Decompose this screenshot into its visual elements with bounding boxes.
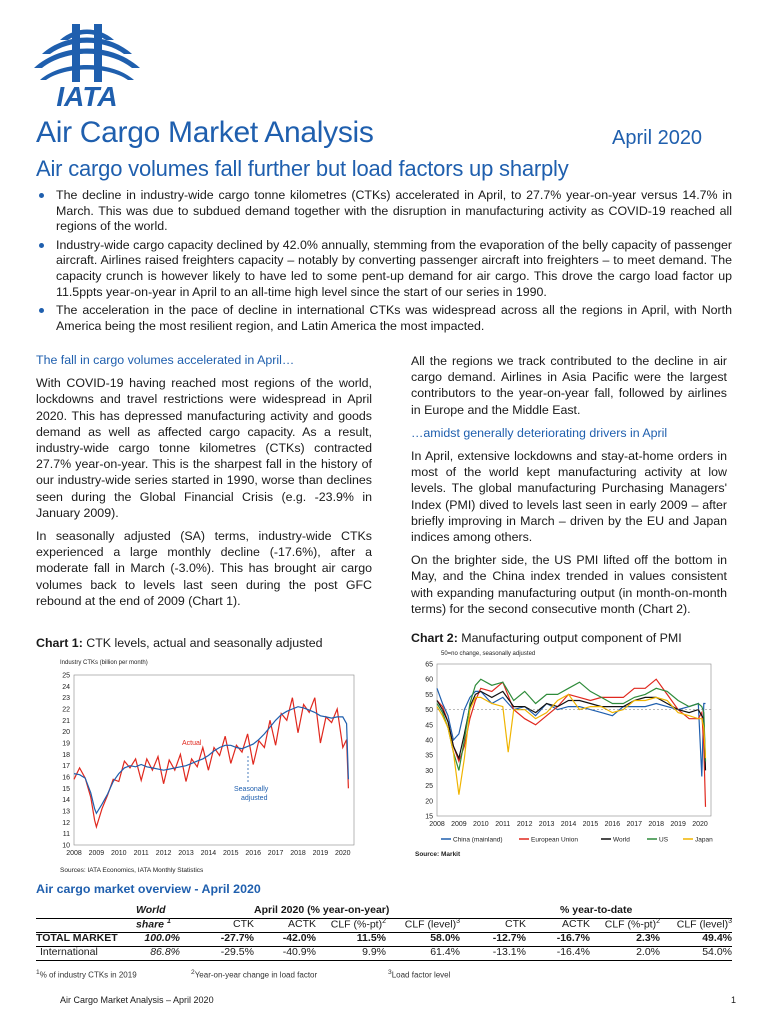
y-tick-label: 15 bbox=[425, 813, 433, 821]
section-heading: …amidst generally deteriorating drivers in April bbox=[411, 425, 668, 440]
summary-bullet: The acceleration in the pace of decline in international CTKs was widespread across all the regions in April, with North America being the most resilient region, and Latin America the most impacted. bbox=[36, 303, 732, 334]
y-tick-label: 16 bbox=[62, 774, 70, 782]
col-clf-pt: CLF $(\%-pt)^2$ bbox=[330, 918, 386, 931]
chart1-source: Sources: IATA Economics, IATA Monthly Statistics bbox=[60, 867, 204, 874]
cell: 2.3% bbox=[636, 932, 660, 944]
chart1-title bbox=[36, 636, 323, 650]
footnote: $^3$Load factor level bbox=[388, 969, 451, 980]
cell: 58.0% bbox=[430, 932, 460, 944]
legend-label: Japan bbox=[695, 836, 713, 844]
y-tick-label: 10 bbox=[62, 842, 70, 850]
table-header-row bbox=[36, 904, 732, 918]
x-tick-label: 2014 bbox=[200, 850, 217, 857]
iata-logo bbox=[32, 22, 142, 108]
footer-text: Air Cargo Market Analysis – April 2020 bbox=[60, 995, 214, 1005]
chart2-label: Chart 2: bbox=[411, 631, 458, 645]
x-tick-label: 2012 bbox=[155, 850, 172, 857]
y-tick-label: 14 bbox=[62, 797, 70, 805]
col-clf-level-ytd: CLF (level)$^3$ bbox=[676, 918, 732, 931]
legend-label: China (mainland) bbox=[453, 836, 503, 844]
page-number: 1 bbox=[731, 995, 737, 1005]
cell: -12.7% bbox=[492, 932, 526, 944]
x-tick-label: 2017 bbox=[626, 821, 643, 828]
logo-text: IATA bbox=[56, 81, 118, 108]
y-tick-label: 25 bbox=[425, 783, 433, 791]
footnote: $^1$% of industry CTKs in 2019 bbox=[36, 969, 137, 980]
chart1-label: Chart 1: bbox=[36, 636, 83, 650]
cell: 61.4% bbox=[430, 946, 460, 958]
page-subtitle: Air cargo volumes fall further but load factors up sharply bbox=[36, 156, 569, 181]
y-tick-label: 25 bbox=[62, 672, 70, 680]
y-tick-label: 20 bbox=[425, 798, 433, 806]
legend-label: European Union bbox=[531, 836, 578, 844]
row-label: TOTAL MARKET bbox=[36, 932, 118, 944]
y-tick-label: 50 bbox=[425, 707, 433, 715]
cell: 54.0% bbox=[702, 946, 732, 958]
x-tick-label: 2013 bbox=[178, 850, 194, 857]
cell: 9.9% bbox=[362, 946, 386, 958]
y-tick-label: 45 bbox=[425, 722, 433, 730]
legend-label: World bbox=[613, 836, 630, 844]
col-clf-level: CLF (level)$^3$ bbox=[404, 918, 460, 931]
paragraph: On the brighter side, the US PMI lifted off the bottom in May, and the China index trended in values consistent with expanding manufacturing output (in month-on-month terms) for the second consecutive month (Chart 2). bbox=[411, 553, 727, 616]
chart1-title-text: CTK levels, actual and seasonally adjusted bbox=[86, 636, 323, 650]
chart1 bbox=[36, 654, 366, 880]
x-tick-label: 2012 bbox=[516, 821, 533, 828]
y-tick-label: 13 bbox=[62, 808, 70, 816]
x-tick-label: 2018 bbox=[648, 821, 664, 828]
x-tick-label: 2013 bbox=[538, 821, 555, 828]
y-tick-label: 23 bbox=[62, 695, 70, 703]
cell: -13.1% bbox=[492, 946, 526, 958]
y-tick-label: 21 bbox=[62, 717, 70, 725]
y-tick-label: 40 bbox=[425, 737, 433, 745]
y-tick-label: 22 bbox=[62, 706, 70, 714]
col-clf-pt-ytd: CLF $(\%-pt)^2$ bbox=[604, 918, 660, 931]
header-share: share $^1$ bbox=[136, 918, 171, 931]
legend-label: US bbox=[659, 836, 669, 844]
row-label: International bbox=[40, 946, 98, 958]
x-tick-label: 2014 bbox=[560, 821, 577, 828]
section-heading: The fall in cargo volumes accelerated in April… bbox=[36, 353, 295, 367]
y-tick-label: 65 bbox=[425, 661, 433, 669]
y-tick-label: 20 bbox=[62, 729, 70, 737]
y-tick-label: 11 bbox=[62, 831, 70, 839]
x-tick-label: 2019 bbox=[312, 850, 329, 857]
series-line-3 bbox=[437, 691, 706, 770]
plot-frame bbox=[74, 675, 354, 845]
y-tick-label: 55 bbox=[425, 691, 433, 699]
x-tick-label: 2017 bbox=[267, 850, 284, 857]
cell: -29.5% bbox=[220, 946, 254, 958]
header-world: World bbox=[136, 904, 166, 916]
cell: -40.9% bbox=[282, 946, 316, 958]
report-date: April 2020 bbox=[612, 127, 703, 149]
globe-icon bbox=[32, 22, 142, 108]
right-column bbox=[411, 353, 727, 624]
cell: -27.7% bbox=[220, 932, 254, 944]
y-tick-label: 12 bbox=[62, 819, 70, 827]
x-tick-label: 2008 bbox=[429, 821, 445, 828]
x-tick-label: 2020 bbox=[692, 821, 708, 828]
summary-bullet: Industry-wide cargo capacity declined by 42.0% annually, stemming from the evaporation of the belly capacity of passenger aircraft. Airlines raised freighters capacity – notably by converting passenger aircraft into freighters – to meet demand. The capacity crunch is however likely to have led to some pent-up demand for air cargo. This drove the cargo load factor up 11.5ppts year-on-year in April to an all-time high level since the start of our series in 1990. bbox=[36, 238, 732, 300]
cell: -16.4% bbox=[556, 946, 590, 958]
table-row bbox=[36, 932, 732, 946]
x-tick-label: 2011 bbox=[133, 850, 149, 857]
paragraph: In seasonally adjusted (SA) terms, industry-wide CTKs experienced a large monthly decline (-17.6%), after a moderate fall in March (-3.0%). This has brought air cargo volumes back to levels last seen during the post GFC rebound at the end of 2009 (Chart 1). bbox=[36, 529, 372, 608]
x-tick-label: 2011 bbox=[495, 821, 511, 828]
row-share: 86.8% bbox=[150, 946, 180, 958]
annotation-actual: Actual bbox=[182, 740, 202, 747]
chart2-title-text: Manufacturing output component of PMI bbox=[461, 631, 682, 645]
paragraph: All the regions we track contributed to the decline in air cargo demand. Airlines in Asia Pacific were the largest contributors to the year-on-year fall, followed by airlines in Europe and the Middle East. bbox=[411, 354, 727, 417]
y-tick-label: 30 bbox=[425, 767, 433, 775]
market-overview-table bbox=[36, 904, 732, 960]
x-tick-label: 2009 bbox=[88, 850, 105, 857]
row-share: 100.0% bbox=[144, 932, 180, 944]
col-ctk-ytd: CTK bbox=[505, 918, 526, 930]
y-axis-label: 50=no change, seasonally adjusted bbox=[441, 651, 536, 657]
y-axis-label: Industry CTKs (billion per month) bbox=[60, 660, 148, 666]
paragraph: With COVID-19 having reached most regions of the world, lockdowns and travel restrictions were widespread in April 2020. This has depressed manufacturing activity and goods demand as well as affected cargo capacity. As a result, industry-wide cargo tonne kilometres (CTKs) contracted 27.7% year-on-year. This is the sharpest fall in the history of our industry-wide series started in 1990, worse than declines seen during the Global Financial Crisis (e.g. -23.9% in January 2009). bbox=[36, 376, 372, 520]
cell: 49.4% bbox=[702, 932, 732, 944]
x-tick-label: 2019 bbox=[670, 821, 686, 828]
chart2-title bbox=[411, 631, 682, 645]
x-tick-label: 2015 bbox=[223, 850, 239, 857]
plot-frame bbox=[437, 664, 711, 816]
annotation-sa-1: Seasonally bbox=[234, 786, 269, 793]
cell: -42.0% bbox=[282, 932, 316, 944]
x-tick-label: 2018 bbox=[290, 850, 306, 857]
page-title: Air Cargo Market Analysis bbox=[36, 116, 374, 149]
summary-bullets bbox=[36, 188, 732, 337]
left-column bbox=[36, 352, 372, 616]
y-tick-label: 17 bbox=[62, 763, 70, 771]
y-tick-label: 24 bbox=[62, 683, 70, 691]
footnote: $^2$Year-on-year change in load factor bbox=[191, 969, 318, 980]
y-tick-label: 60 bbox=[425, 676, 433, 684]
cell: 2.0% bbox=[636, 946, 660, 958]
col-ctk: CTK bbox=[233, 918, 254, 930]
paragraph: In April, extensive lockdowns and stay-at-home orders in most of the world kept manufacturing activity at low levels. The global manufacturing Purchasing Managers' Index (PMI) dived to levels last seen in early 2009 – after briefly improving in March – driven by the EU and Japan indices among others. bbox=[411, 449, 727, 545]
x-tick-label: 2015 bbox=[582, 821, 599, 828]
series-line-1 bbox=[74, 698, 348, 827]
chart2-source: Source: Markit bbox=[415, 851, 461, 858]
series-line-1 bbox=[437, 688, 706, 776]
header-april: April 2020 (% year-on-year) bbox=[254, 904, 390, 916]
x-tick-label: 2020 bbox=[335, 850, 351, 857]
x-tick-label: 2016 bbox=[245, 850, 261, 857]
chart2 bbox=[411, 646, 736, 860]
col-actk-ytd: ACTK bbox=[561, 918, 590, 930]
x-tick-label: 2010 bbox=[473, 821, 489, 828]
cell: -16.7% bbox=[556, 932, 590, 944]
x-tick-label: 2009 bbox=[451, 821, 467, 828]
x-tick-label: 2010 bbox=[111, 850, 127, 857]
table-title: Air cargo market overview - April 2020 bbox=[36, 882, 261, 896]
cell: 11.5% bbox=[356, 932, 386, 944]
y-tick-label: 35 bbox=[425, 752, 433, 760]
annotation-sa-2: adjusted bbox=[241, 795, 268, 802]
header-ytd: % year-to-date bbox=[560, 904, 633, 916]
y-tick-label: 15 bbox=[62, 785, 70, 793]
y-tick-label: 19 bbox=[62, 740, 70, 748]
x-tick-label: 2016 bbox=[604, 821, 621, 828]
summary-bullet: The decline in industry-wide cargo tonne kilometres (CTKs) accelerated in April, to 27.7% year-on-year versus 14.7% in March. This was due to subdued demand together with the disruption in manufacturing activity as COVID-19 reached all regions of the world. bbox=[36, 188, 732, 235]
x-tick-label: 2008 bbox=[66, 850, 82, 857]
table-row bbox=[36, 946, 732, 960]
table-columns-row bbox=[36, 918, 732, 932]
col-actk: ACTK bbox=[287, 918, 316, 930]
y-tick-label: 18 bbox=[62, 751, 70, 759]
